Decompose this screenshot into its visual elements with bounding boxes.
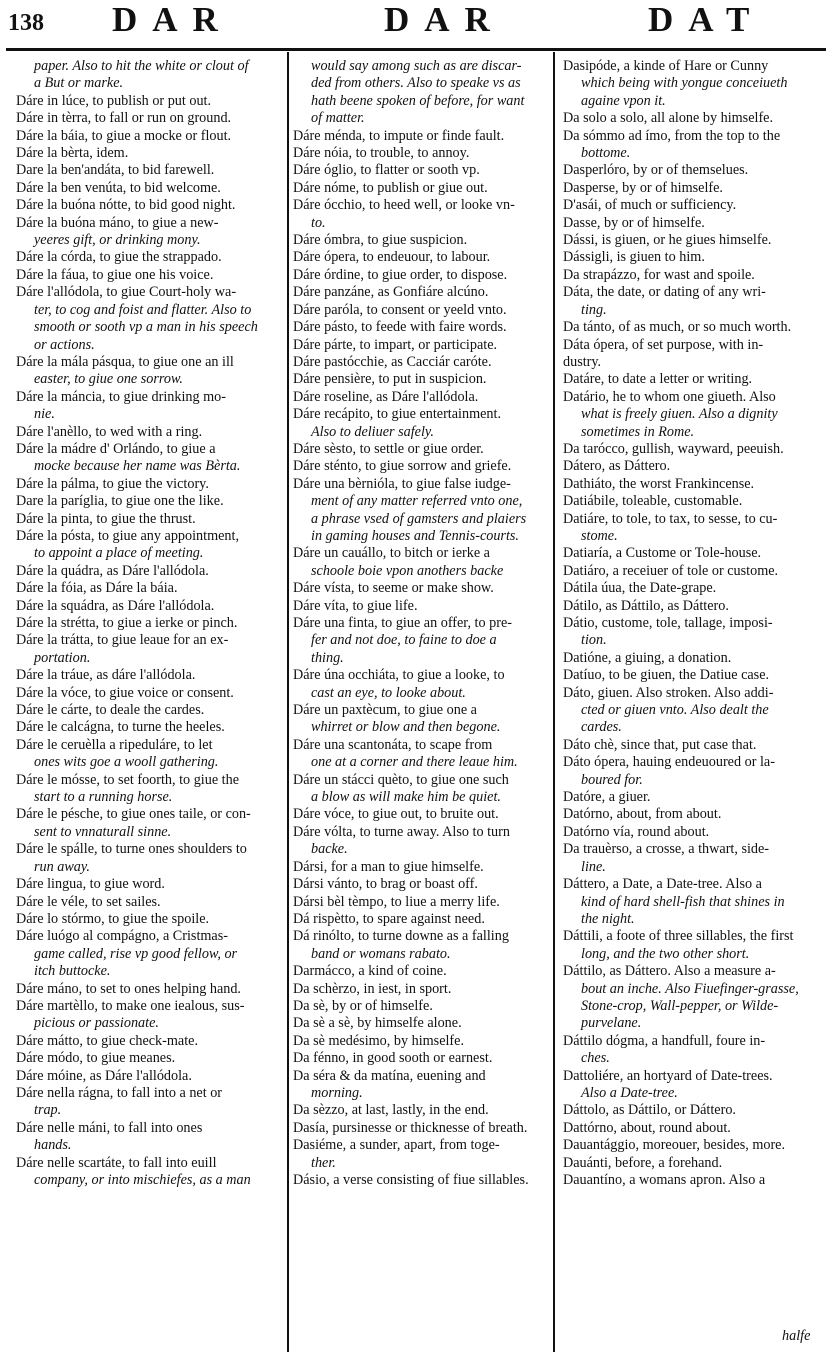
entry-continuation-line: thing. bbox=[311, 649, 344, 666]
entry-headword-line: Dássigli, is giuen to him. bbox=[563, 249, 705, 266]
entry-continuation-line: againe vpon it. bbox=[581, 92, 666, 109]
entry-headword-line: Dáre le pésche, to giue ones taile, or con- bbox=[16, 806, 251, 823]
entry-continuation-line: company, or into mischiefes, as a man bbox=[34, 1172, 251, 1188]
entry-headword-line: Dáre la mádre d' Orlándo, to giue a bbox=[16, 440, 216, 457]
entry-headword-line: Dare la paríglia, to giue one the like. bbox=[16, 493, 224, 510]
entry-headword-line: Dáre la pinta, to giue the thrust. bbox=[16, 510, 196, 527]
entry-headword-line: Da sómmo ad ímo, from the top to the bbox=[563, 127, 781, 144]
entry-headword-line: Dáre la máncia, to giue drinking mo- bbox=[16, 388, 226, 405]
entry-continuation-line: start to a running horse. bbox=[34, 789, 173, 806]
entry-headword-line: Dáre un cauállo, to bitch or ierke a bbox=[293, 545, 490, 562]
entry-headword-line: Dátilo, as Dáttilo, as Dáttero. bbox=[563, 597, 729, 614]
entry-headword-line: Dáre la báia, to giue a mocke or flout. bbox=[16, 127, 232, 144]
entry-continuation-line: smooth or sooth vp a man in his speech bbox=[34, 319, 258, 336]
entry-continuation-line: of matter. bbox=[311, 110, 365, 127]
entry-headword-line: Dáto ópera, hauing endeuoured or la- bbox=[563, 754, 775, 771]
entry-headword-line: Dáre una scantonáta, to scape from bbox=[293, 736, 493, 753]
entry-headword-line: Dáre la fóia, as Dáre la báia. bbox=[16, 580, 178, 597]
entry-continuation-line: hath beene spoken of before, for want bbox=[311, 92, 525, 109]
entry-headword-line: Dare la ben'andáta, to bid farewell. bbox=[16, 162, 215, 179]
entry-headword-line: Datóre, a giuer. bbox=[563, 789, 651, 806]
entry-headword-line: Dauantíno, a womans apron. Also a bbox=[563, 1172, 766, 1188]
entry-headword-line: Dasiéme, a sunder, apart, from toge- bbox=[293, 1137, 500, 1154]
entry-headword-line: Dáre nelle scartáte, to fall into euill bbox=[16, 1154, 217, 1171]
entry-headword-line: Dáre nóia, to trouble, to annoy. bbox=[293, 145, 470, 162]
entry-headword-line: Dáta, the date, or dating of any wri- bbox=[563, 284, 766, 301]
running-head-center: DAR bbox=[384, 0, 505, 39]
entry-headword-line: Da sè, by or of himselfe. bbox=[293, 997, 433, 1014]
entry-headword-line: Dásio, a verse consisting of fiue sillables. bbox=[293, 1172, 529, 1188]
entry-headword-line: Dáre le ceruèlla a ripeduláre, to let bbox=[16, 736, 213, 753]
entry-continuation-line: boured for. bbox=[581, 771, 643, 788]
entry-headword-line: Dáre lo stórmo, to giue the spoile. bbox=[16, 910, 210, 927]
entry-headword-line: Dáre ópera, to endeuour, to labour. bbox=[293, 249, 491, 266]
entry-headword-line: Datiáre, to tole, to tax, to sesse, to cu- bbox=[563, 510, 778, 527]
entry-continuation-line: Stone-crop, Wall-pepper, or Wilde- bbox=[581, 997, 779, 1014]
entry-continuation-line: ting. bbox=[581, 301, 607, 318]
entry-headword-line: Dáre órdine, to giue order, to dispose. bbox=[293, 266, 508, 283]
entry-headword-line: Dáre le spálle, to turne ones shoulders to bbox=[16, 841, 247, 858]
entry-headword-line: Dáre la fáua, to giue one his voice. bbox=[16, 266, 214, 283]
entry-headword-line: Da sè medésimo, by himselfe. bbox=[293, 1032, 464, 1049]
entry-continuation-line: one at a corner and there leaue him. bbox=[311, 754, 518, 771]
entry-headword-line: Dáre óglio, to flatter or sooth vp. bbox=[293, 162, 480, 179]
entry-headword-line: Dáre víta, to giue life. bbox=[293, 597, 418, 614]
column-divider bbox=[287, 52, 289, 1352]
entry-continuation-line: to. bbox=[311, 214, 326, 231]
entry-headword-line: Dáre luógo al compágno, a Cristmas- bbox=[16, 928, 228, 945]
entry-headword-line: Dáre una bèrnióla, to giue false iudge- bbox=[293, 475, 511, 492]
entry-headword-line: Dáre la pósta, to giue any appointment, bbox=[16, 527, 239, 544]
entry-headword-line: Dasperlóro, by or of themselues. bbox=[563, 162, 749, 179]
entry-headword-line: Dáttero, a Date, a Date-tree. Also a bbox=[563, 876, 762, 893]
entry-headword-line: Dáre recápito, to giue entertainment. bbox=[293, 406, 501, 423]
entry-headword-line: Dáre ómbra, to giue suspicion. bbox=[293, 232, 468, 249]
entry-headword-line: Dáre la buóna nótte, to bid good night. bbox=[16, 197, 236, 214]
entry-continuation-line: run away. bbox=[34, 858, 90, 875]
entry-headword-line: Da solo a solo, all alone by himselfe. bbox=[563, 110, 774, 127]
entry-headword-line: Dáto, giuen. Also stroken. Also addi- bbox=[563, 684, 774, 701]
entry-continuation-line: morning. bbox=[311, 1084, 363, 1101]
entry-headword-line: Dáre la ben venúta, to bid welcome. bbox=[16, 179, 221, 196]
entry-continuation-line: portation. bbox=[34, 649, 91, 666]
entry-headword-line: Dáre l'allódola, to giue Court-holy wa- bbox=[16, 284, 237, 301]
entry-headword-line: Dársi bèl tèmpo, to liue a merry life. bbox=[293, 893, 500, 910]
entry-headword-line: Dátio, custome, tole, tallage, imposi- bbox=[563, 615, 773, 631]
entry-headword-line: Datórno vía, round about. bbox=[563, 823, 710, 840]
entry-headword-line: Dá rinólto, to turne downe as a falling bbox=[293, 928, 509, 945]
entry-headword-line: Datíuo, to be giuen, the Datiue case. bbox=[563, 667, 770, 684]
entry-headword-line: Dathiáto, the worst Frankincense. bbox=[563, 475, 755, 492]
entry-headword-line: Dasperse, by or of himselfe. bbox=[563, 179, 723, 196]
entry-headword-line: Dáttili, a foote of three sillables, the first bbox=[563, 928, 794, 945]
entry-headword-line: Dáre una finta, to giue an offer, to pre- bbox=[293, 615, 512, 631]
entry-continuation-line: in gaming houses and Tennis-courts. bbox=[311, 527, 519, 544]
column-divider bbox=[553, 52, 555, 1352]
entry-headword-line: Da tarócco, gullish, wayward, peeuish. bbox=[563, 440, 784, 457]
column-middle bbox=[293, 58, 549, 1189]
entry-headword-line: Dáre la vóce, to giue voice or consent. bbox=[16, 684, 234, 701]
entry-headword-line: Da strapázzo, for wast and spoile. bbox=[563, 266, 755, 283]
entry-headword-line: Dáre roseline, as Dáre l'allódola. bbox=[293, 388, 479, 405]
entry-headword-line: Dáre le mósse, to set foorth, to giue the bbox=[16, 771, 240, 788]
entry-headword-line: Dáre martèllo, to make one iealous, sus- bbox=[16, 997, 245, 1014]
entry-continuation-line: ded from others. Also to speake vs as bbox=[311, 75, 521, 92]
entry-headword-line: Dáre móine, as Dáre l'allódola. bbox=[16, 1067, 192, 1084]
entry-headword-line: Dasse, by or of himselfe. bbox=[563, 214, 705, 231]
entry-headword-line: Dátero, as Dáttero. bbox=[563, 458, 671, 475]
column-right bbox=[563, 58, 825, 1189]
entry-headword-line: Dattoliére, an hortyard of Date-trees. bbox=[563, 1067, 773, 1084]
entry-continuation-line: cast an eye, to looke about. bbox=[311, 684, 466, 701]
entry-headword-line: Dáre la tráue, as dáre l'allódola. bbox=[16, 667, 196, 684]
entry-headword-line: Dáre sténto, to giue sorrow and griefe. bbox=[293, 458, 512, 475]
entry-headword-line: D'asái, of much or sufficiency. bbox=[563, 197, 737, 214]
entry-continuation-line: which being with yongue conceiueth bbox=[581, 75, 788, 92]
entry-continuation-line: would say among such as are discar- bbox=[311, 58, 522, 74]
entry-continuation-line: sent to vnnaturall sinne. bbox=[34, 823, 172, 840]
entry-headword-line: Datário, he to whom one giueth. Also bbox=[563, 388, 776, 405]
entry-headword-line: Dátila úua, the Date-grape. bbox=[563, 580, 717, 597]
entry-headword-line: Dasipóde, a kinde of Hare or Cunny bbox=[563, 58, 769, 74]
entry-headword-line: Dáre paróla, to consent or yeeld vnto. bbox=[293, 301, 507, 318]
entry-headword-line: Datáre, to date a letter or writing. bbox=[563, 371, 753, 388]
entry-continuation-line: line. bbox=[581, 858, 606, 875]
entry-continuation-line: the night. bbox=[581, 910, 635, 927]
entry-continuation-line: ches. bbox=[581, 1050, 610, 1067]
entry-headword-line: Dáre la mála pásqua, to giue one an ill bbox=[16, 353, 234, 370]
entry-continuation-line: tion. bbox=[581, 632, 607, 649]
entry-continuation-line: Also to deliuer safely. bbox=[311, 423, 434, 440]
header-rule bbox=[6, 48, 826, 51]
entry-headword-line: Dáre ménda, to impute or finde fault. bbox=[293, 127, 505, 144]
entry-continuation-line: bottome. bbox=[581, 145, 631, 162]
entry-continuation-line: whirret or blow and then begone. bbox=[311, 719, 501, 736]
entry-continuation-line: schoole boie vpon anothers backe bbox=[311, 562, 504, 579]
entry-continuation-line: to appoint a place of meeting. bbox=[34, 545, 204, 562]
entry-continuation-line: a But or marke. bbox=[34, 75, 124, 92]
entry-headword-line: Da tánto, of as much, or so much worth. bbox=[563, 319, 792, 336]
entry-headword-line: Dáre ócchio, to heed well, or looke vn- bbox=[293, 197, 515, 214]
entry-headword-line: Dáre le calcágna, to turne the heeles. bbox=[16, 719, 225, 736]
entry-headword-line: Dáre sèsto, to settle or giue order. bbox=[293, 440, 484, 457]
entry-continuation-line: bout an inche. Also Fiuefinger-grasse, bbox=[581, 980, 799, 997]
entry-continuation-line: stome. bbox=[581, 527, 618, 544]
entry-continuation-line: hands. bbox=[34, 1137, 72, 1154]
catchword bbox=[782, 1328, 826, 1345]
entry-headword-line: Dáre in lúce, to publish or put out. bbox=[16, 92, 212, 109]
entry-headword-line: Darmácco, a kind of coine. bbox=[293, 963, 447, 980]
entry-headword-line: Dáre panzáne, as Gonfiáre alcúno. bbox=[293, 284, 489, 301]
entry-continuation-line: purvelane. bbox=[581, 1015, 642, 1032]
entry-continuation-line: or actions. bbox=[34, 336, 95, 353]
entry-headword-line: Dáre lingua, to giue word. bbox=[16, 876, 165, 893]
entry-headword-line: Dáre párte, to impart, or participate. bbox=[293, 336, 498, 353]
entry-headword-line: Dáre la quádra, as Dáre l'allódola. bbox=[16, 562, 209, 579]
entry-headword-line: Dáre nella rágna, to fall into a net or bbox=[16, 1084, 223, 1101]
entry-continuation-line: long, and the two other short. bbox=[581, 945, 750, 962]
entry-headword-line: Dáre nóme, to publish or giue out. bbox=[293, 179, 488, 196]
entry-continuation-line: game called, rise vp good fellow, or bbox=[34, 945, 238, 962]
entry-continuation-line: kind of hard shell-fish that shines in bbox=[581, 893, 785, 910]
entry-headword-line: Datióne, a giuing, a donation. bbox=[563, 649, 732, 666]
entry-continuation-line: easter, to giue one sorrow. bbox=[34, 371, 183, 388]
entry-continuation-line: ter, to cog and foist and flatter. Also to bbox=[34, 301, 252, 318]
entry-continuation-line: trap. bbox=[34, 1102, 62, 1119]
entry-headword-line: Dáre nelle máni, to fall into ones bbox=[16, 1119, 203, 1136]
entry-headword-line: Dáre la buóna máno, to giue a new- bbox=[16, 214, 219, 231]
entry-headword-line: Dáre la strétta, to giue a ierke or pinch. bbox=[16, 615, 238, 631]
entry-continuation-line: ther. bbox=[311, 1154, 336, 1171]
entry-headword-line: Dársi, for a man to giue himselfe. bbox=[293, 858, 484, 875]
entry-headword-line: Datórno, about, from about. bbox=[563, 806, 722, 823]
entry-continuation-line: cted or giuen vnto. Also dealt the bbox=[581, 702, 769, 719]
entry-headword-line: Dáttolo, as Dáttilo, or Dáttero. bbox=[563, 1102, 736, 1119]
entry-headword-line: Dáto chè, since that, put case that. bbox=[563, 736, 757, 753]
entry-headword-line: Dáre la córda, to giue the strappado. bbox=[16, 249, 222, 266]
entry-headword-line: Da sèzzo, at last, lastly, in the end. bbox=[293, 1102, 489, 1119]
entry-headword-line: dustry. bbox=[563, 353, 602, 370]
entry-headword-line: Dáre un stácci quèto, to giue one such bbox=[293, 771, 509, 788]
entry-headword-line: Dáre vísta, to seeme or make show. bbox=[293, 580, 494, 597]
entry-headword-line: Dá rispètto, to spare against need. bbox=[293, 910, 485, 927]
column-left bbox=[16, 58, 281, 1189]
entry-headword-line: Dáre la squádra, as Dáre l'allódola. bbox=[16, 597, 215, 614]
entry-continuation-line: a blow as will make him be quiet. bbox=[311, 789, 501, 806]
entry-headword-line: Datiáro, a receiuer of tole or custome. bbox=[563, 562, 779, 579]
entry-continuation-line: itch buttocke. bbox=[34, 963, 111, 980]
entry-headword-line: Dáre vóce, to giue out, to bruite out. bbox=[293, 806, 499, 823]
entry-continuation-line: yeeres gift, or drinking mony. bbox=[34, 232, 201, 249]
entry-headword-line: Dársi vánto, to brag or boast off. bbox=[293, 876, 478, 893]
entry-headword-line: Dáre le cárte, to deale the cardes. bbox=[16, 702, 205, 719]
entry-headword-line: Dáttilo, as Dáttero. Also a measure a- bbox=[563, 963, 776, 980]
running-head-right: DAT bbox=[648, 0, 765, 39]
entry-headword-line: Dáre la trátta, to giue leaue for an ex- bbox=[16, 632, 229, 649]
entry-headword-line: Dasía, pursinesse or thicknesse of breath. bbox=[293, 1119, 528, 1136]
entry-headword-line: Da sè a sè, by himselfe alone. bbox=[293, 1015, 462, 1032]
entry-headword-line: Dáre pastócchie, as Cacciár caróte. bbox=[293, 353, 492, 370]
entry-continuation-line: fer and not doe, to faine to doe a bbox=[311, 632, 497, 649]
entry-headword-line: Da schèrzo, in iest, in sport. bbox=[293, 980, 452, 997]
entry-continuation-line: a phrase vsed of gamsters and plaiers bbox=[311, 510, 527, 527]
entry-continuation-line: backe. bbox=[311, 841, 348, 858]
entry-continuation-line: ment of any matter referred vnto one, bbox=[311, 493, 523, 510]
entry-headword-line: Dáre módo, to giue meanes. bbox=[16, 1050, 176, 1067]
entry-headword-line: Dáre mátto, to giue check-mate. bbox=[16, 1032, 198, 1049]
entry-continuation-line: Also a Date-tree. bbox=[581, 1084, 678, 1101]
entry-headword-line: Dáre pensière, to put in suspicion. bbox=[293, 371, 487, 388]
page-number: 138 bbox=[8, 10, 44, 36]
entry-headword-line: Da fénno, in good sooth or earnest. bbox=[293, 1050, 493, 1067]
entry-headword-line: Dáre vólta, to turne away. Also to turn bbox=[293, 823, 510, 840]
entry-continuation-line: sometimes in Rome. bbox=[581, 423, 695, 440]
entry-headword-line: Dáre le véle, to set sailes. bbox=[16, 893, 161, 910]
entry-headword-line: Dáre l'anèllo, to wed with a ring. bbox=[16, 423, 203, 440]
entry-continuation-line: nie. bbox=[34, 406, 55, 423]
entry-continuation-line: ones wits goe a wooll gathering. bbox=[34, 754, 219, 771]
entry-continuation-line: paper. Also to hit the white or clout of bbox=[34, 58, 249, 74]
entry-headword-line: Dauantággio, moreouer, besides, more. bbox=[563, 1137, 786, 1154]
entry-headword-line: Dáta ópera, of set purpose, with in- bbox=[563, 336, 764, 353]
entry-continuation-line: mocke because her name was Bèrta. bbox=[34, 458, 241, 475]
entry-headword-line: Datiábile, toleable, customable. bbox=[563, 493, 743, 510]
catchword-text: halfe bbox=[782, 1328, 811, 1344]
entry-headword-line: Dáre la pálma, to giue the victory. bbox=[16, 475, 209, 492]
entry-headword-line: Dauánti, before, a forehand. bbox=[563, 1154, 723, 1171]
entry-headword-line: Dáre pásto, to feede with faire words. bbox=[293, 319, 507, 336]
entry-continuation-line: cardes. bbox=[581, 719, 622, 736]
entry-continuation-line: picious or passionate. bbox=[34, 1015, 159, 1032]
entry-headword-line: Da trauèrso, a crosse, a thwart, side- bbox=[563, 841, 770, 858]
entry-headword-line: Dáttilo dógma, a handfull, foure in- bbox=[563, 1032, 766, 1049]
entry-headword-line: Da séra & da matína, euening and bbox=[293, 1067, 486, 1084]
entry-headword-line: Dássi, is giuen, or he giues himselfe. bbox=[563, 232, 772, 249]
entry-headword-line: Dáre un paxtècum, to giue one a bbox=[293, 702, 477, 719]
entry-headword-line: Datiaría, a Custome or Tole-house. bbox=[563, 545, 762, 562]
entry-headword-line: Dáre máno, to set to ones helping hand. bbox=[16, 980, 241, 997]
entry-headword-line: Dáre in tèrra, to fall or run on ground. bbox=[16, 110, 232, 127]
entry-continuation-line: what is freely giuen. Also a dignity bbox=[581, 406, 778, 423]
entry-headword-line: Dattórno, about, round about. bbox=[563, 1119, 731, 1136]
running-head-left: DAR bbox=[112, 0, 233, 39]
entry-headword-line: Dáre la bèrta, idem. bbox=[16, 145, 129, 162]
entry-continuation-line: band or womans rabato. bbox=[311, 945, 451, 962]
entry-headword-line: Dáre úna occhiáta, to giue a looke, to bbox=[293, 667, 505, 684]
